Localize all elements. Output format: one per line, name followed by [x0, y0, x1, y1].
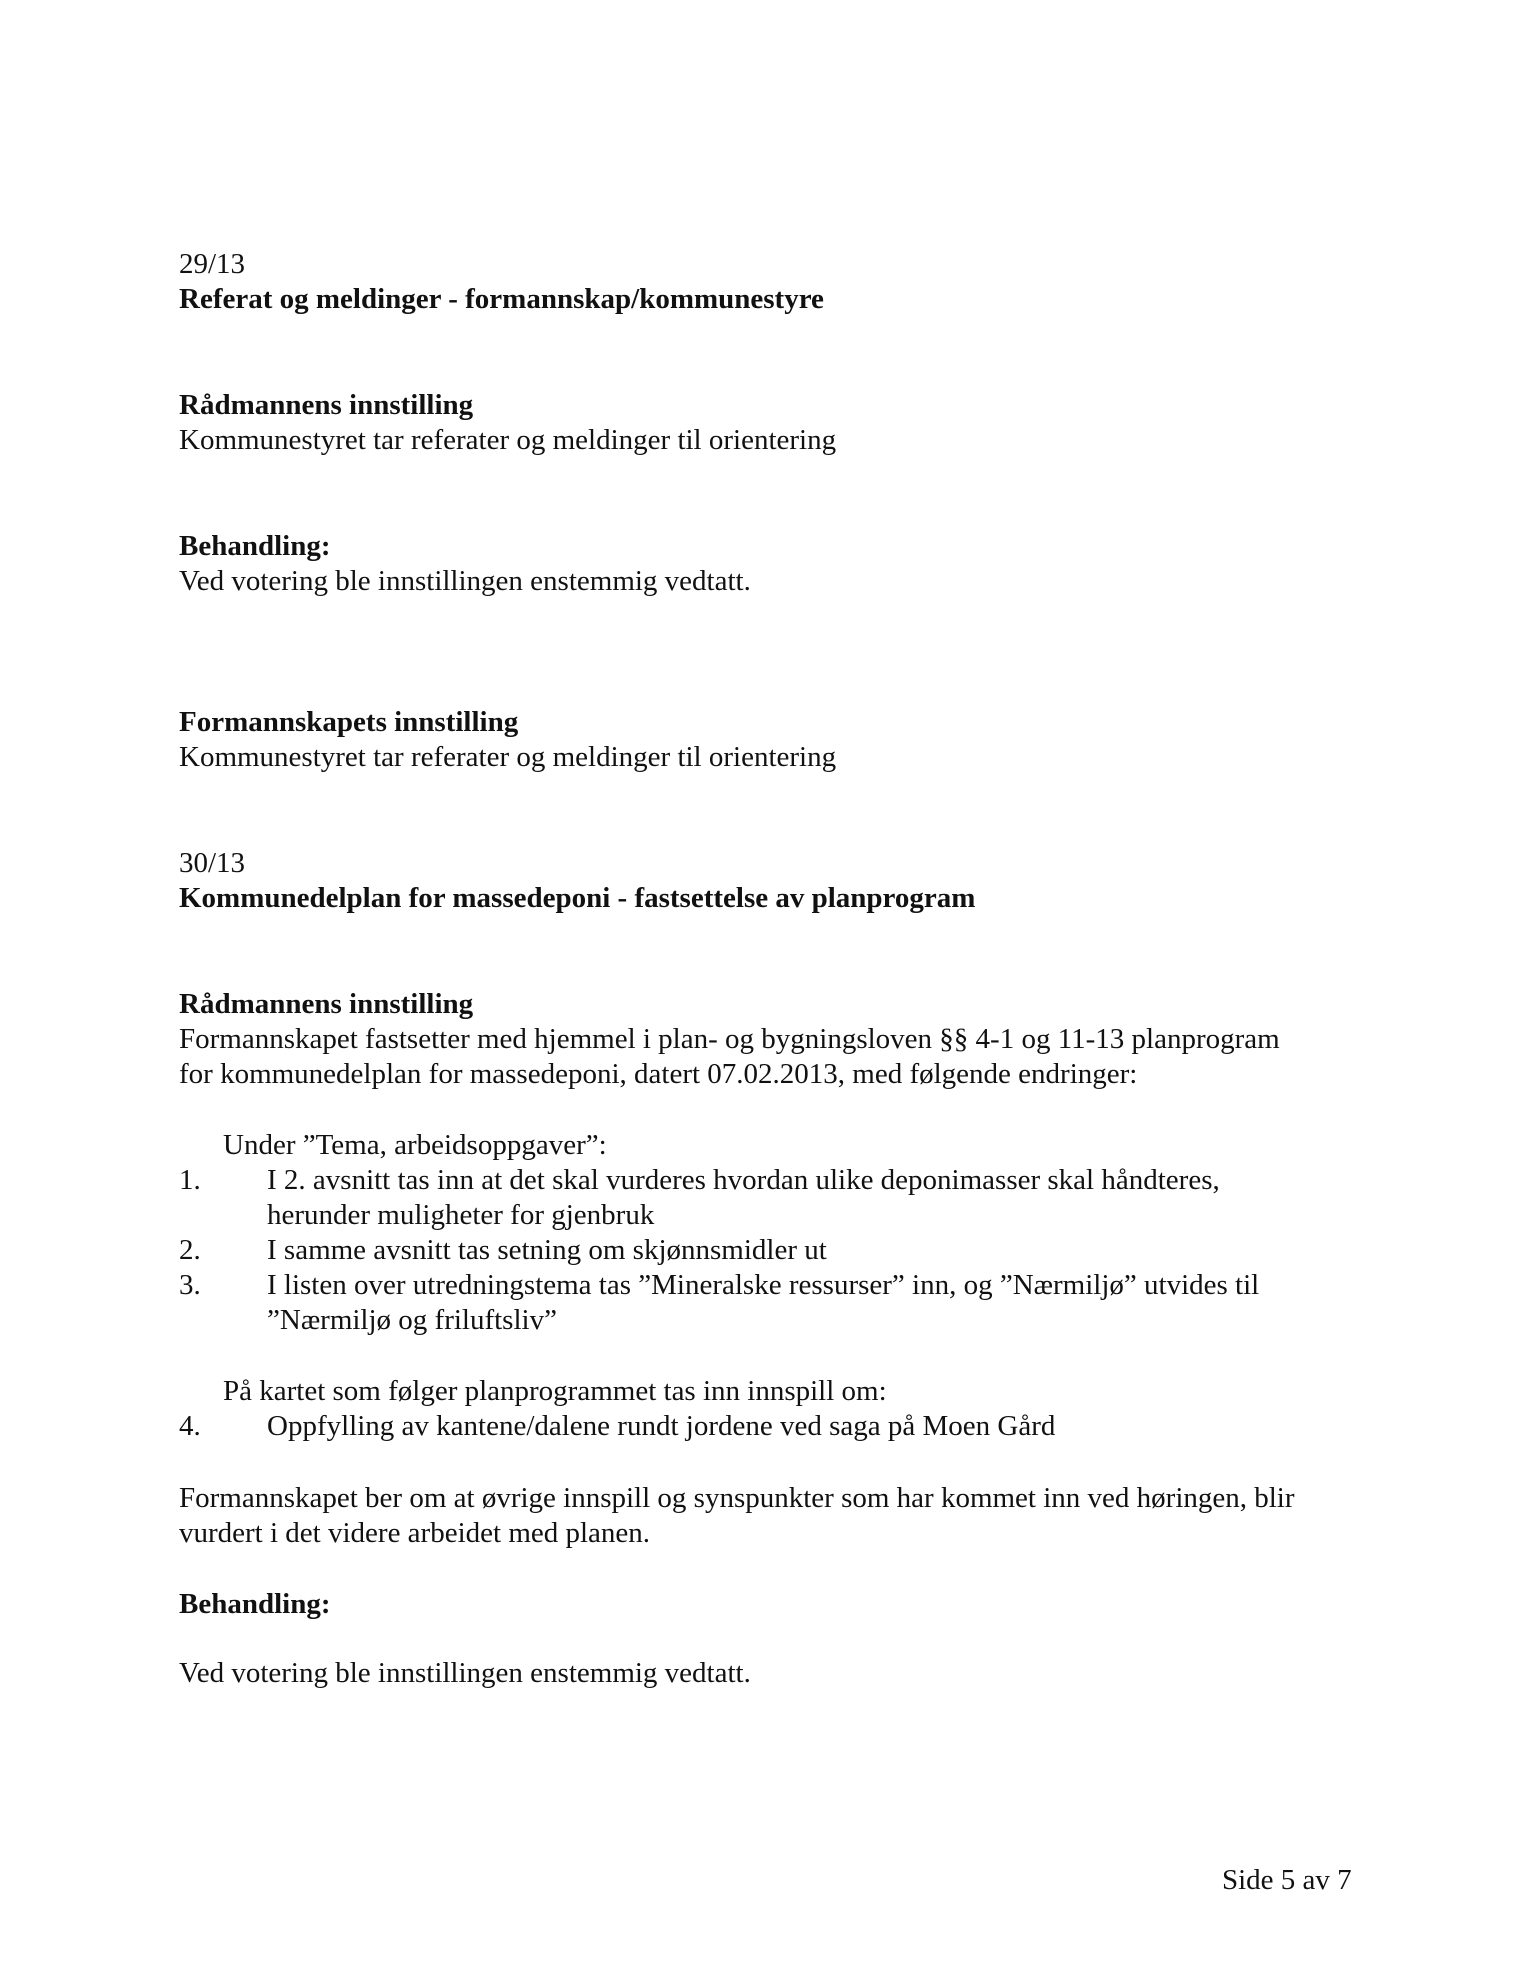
- list-item-number: 1.: [179, 1164, 201, 1196]
- section-text-line: for kommunedelplan for massedeponi, datert 07.02.2013, med følgende endringer:: [179, 1058, 1138, 1090]
- case-30-behandling-text-block: [179, 1656, 1369, 1691]
- section-heading: Rådmannens innstilling: [179, 389, 474, 421]
- changes-list-1: [179, 1128, 1369, 1338]
- section-heading: Formannskapets innstilling: [179, 706, 519, 738]
- section-text: Ved votering ble innstillingen enstemmig vedtatt.: [179, 1657, 751, 1689]
- case-29-radmann-section: [179, 388, 1369, 458]
- list-item-text: I samme avsnitt tas setning om skjønnsmidler ut: [267, 1234, 827, 1266]
- case-30-header: [179, 846, 1369, 916]
- changes-list-2: [179, 1374, 1369, 1444]
- list-intro: Under ”Tema, arbeidsoppgaver”:: [223, 1129, 607, 1161]
- case-title: Kommunedelplan for massedeponi - fastsettelse av planprogram: [179, 882, 976, 914]
- list-intro: På kartet som følger planprogrammet tas inn innspill om:: [223, 1375, 887, 1407]
- list-item-text: herunder muligheter for gjenbruk: [267, 1199, 655, 1231]
- list-item: [179, 1233, 1369, 1268]
- section-heading: Behandling:: [179, 530, 331, 562]
- section-heading: Rådmannens innstilling: [179, 988, 474, 1020]
- list-item-number: 3.: [179, 1269, 201, 1301]
- paragraph-line: Formannskapet ber om at øvrige innspill og synspunkter som har kommet inn ved høringen, blir: [179, 1482, 1295, 1514]
- case-number: 30/13: [179, 847, 246, 879]
- list-item-text: I 2. avsnitt tas inn at det skal vurderes hvordan ulike deponimasser skal håndteres,: [267, 1164, 1220, 1196]
- closing-paragraph: [179, 1481, 1369, 1551]
- paragraph-line: vurdert i det videre arbeidet med planen.: [179, 1517, 651, 1549]
- list-item-number: 4.: [179, 1410, 201, 1442]
- case-29-behandling-section: [179, 529, 1369, 599]
- list-item-text: Oppfylling av kantene/dalene rundt jordene ved saga på Moen Gård: [267, 1410, 1056, 1442]
- list-item: [179, 1409, 1369, 1444]
- list-item: [179, 1163, 1369, 1233]
- case-29-formannskap-section: [179, 705, 1369, 775]
- section-text-line: Formannskapet fastsetter med hjemmel i plan- og bygningsloven §§ 4-1 og 11-13 planprogram: [179, 1023, 1280, 1055]
- section-text: Kommunestyret tar referater og meldinger til orientering: [179, 741, 837, 773]
- section-text: Kommunestyret tar referater og meldinger til orientering: [179, 424, 837, 456]
- list-item: [179, 1268, 1369, 1338]
- list-item-text: I listen over utredningstema tas ”Mineralske ressurser” inn, og ”Nærmiljø” utvides til: [267, 1269, 1260, 1301]
- case-30-radmann-section: [179, 987, 1369, 1092]
- list-item-number: 2.: [179, 1234, 201, 1266]
- case-title: Referat og meldinger - formannskap/kommunestyre: [179, 283, 824, 315]
- case-29-header: [179, 247, 1369, 317]
- section-heading: Behandling:: [179, 1588, 331, 1620]
- page-number: Side 5 av 7: [1222, 1864, 1352, 1896]
- case-number: 29/13: [179, 248, 246, 280]
- list-item-text: ”Nærmiljø og friluftsliv”: [267, 1304, 557, 1336]
- case-30-behandling-heading-block: [179, 1587, 1369, 1622]
- section-text: Ved votering ble innstillingen enstemmig vedtatt.: [179, 565, 751, 597]
